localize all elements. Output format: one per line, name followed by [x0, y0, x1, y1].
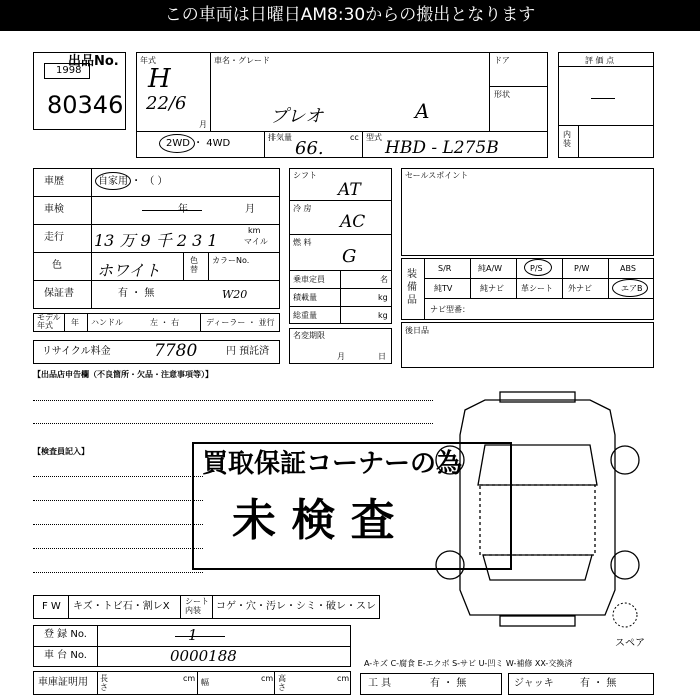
- model-value: HBD - L275B: [385, 138, 499, 158]
- displacement-value: 66.: [295, 138, 324, 159]
- equipment-airbag: エアB: [621, 284, 643, 293]
- model-year-label: モデル年式: [37, 313, 61, 330]
- garage-cert-label: 車庫証明用: [38, 677, 88, 688]
- inspection-month: 月: [245, 204, 255, 215]
- equipment-tv: 純TV: [434, 284, 453, 293]
- model-year-unit: 年: [71, 318, 79, 327]
- recycle-unit: 円 預託済: [226, 346, 270, 357]
- mileage-label: 走行: [44, 232, 64, 243]
- reg-label: 登 録 No.: [44, 629, 87, 640]
- cooling-label: 冷 房: [293, 204, 312, 213]
- month-unit: 月: [199, 120, 207, 129]
- color-value: ホワイト: [97, 261, 161, 280]
- drive-type: 2WD ・ 4WD: [166, 138, 231, 149]
- stamp-line2: 未 検 査: [232, 495, 395, 546]
- name-change-day: 日: [378, 352, 386, 361]
- capacity-unit: 名: [380, 275, 388, 284]
- cooling-value: AC: [340, 212, 366, 232]
- inspection-year: 年: [178, 204, 188, 215]
- load-label: 積載量: [293, 293, 317, 302]
- sales-point-box: [401, 168, 654, 256]
- inspection-dash: [142, 210, 202, 211]
- damage-codes: A-キズ C-腐食 E-エクボ S-サビ U-凹ミ W-補修 XX-交換済: [364, 659, 573, 668]
- door-label: ドア: [494, 56, 510, 65]
- jack-label: ジャッキ: [514, 678, 554, 689]
- warranty-options: 有 ・ 無: [118, 288, 155, 299]
- height-unit: cm: [337, 674, 350, 683]
- equipment-label: 装備品: [407, 269, 417, 306]
- capacity-label: 乗車定員: [293, 275, 325, 284]
- equipment-airbag-circle: [612, 279, 648, 297]
- tools-label: 工 具: [368, 678, 392, 689]
- equipment-sr: S/R: [438, 264, 452, 273]
- year-value: H: [148, 64, 171, 94]
- equipment-pw: P/W: [574, 264, 590, 273]
- width-unit: cm: [261, 674, 274, 683]
- dealer-report-label: 【出品店申告欄（不良箇所・欠品・注意事項等）】: [33, 370, 213, 379]
- chassis-value: 0000188: [170, 647, 237, 665]
- warranty-label: 保証書: [44, 288, 74, 299]
- navi-model-label: ナビ型番：: [430, 305, 470, 314]
- load-unit: kg: [378, 293, 388, 302]
- name-change-label: 名変期限: [293, 331, 325, 340]
- history-value: 自家用 ・ （ ）: [98, 176, 168, 187]
- length-label: 長さ: [100, 674, 108, 692]
- jack-options: 有 ・ 無: [580, 678, 617, 689]
- evaluation-score-dash: [591, 98, 615, 99]
- fuel-value: G: [342, 246, 357, 267]
- height-label: 高さ: [278, 674, 286, 692]
- equipment-aw: 純A/W: [478, 264, 503, 273]
- equipment-ps-circle: [524, 259, 552, 276]
- mileage-unit-mile: マイル: [244, 237, 268, 246]
- tools-options: 有 ・ 無: [430, 678, 467, 689]
- equipment-ps: P/S: [530, 264, 543, 273]
- width-label: 幅: [201, 678, 209, 687]
- history-label: 車歴: [44, 176, 64, 187]
- equipment-navi: 純ナビ: [480, 284, 504, 293]
- color-no-label: カラーNo.: [212, 256, 250, 265]
- evaluation-title: 評 価 点: [585, 56, 615, 65]
- mileage-value: 13 万 9 千 2 3 1: [94, 231, 218, 250]
- reg-value-dash: [175, 636, 225, 637]
- car-name-label: 車名・グレード: [214, 56, 270, 65]
- stamp-line1: 買取保証コーナーの為: [202, 449, 463, 479]
- equipment-abs: ABS: [620, 264, 636, 273]
- handle-label: ハンドル: [91, 318, 123, 327]
- seat-label: シート内装: [185, 597, 209, 615]
- post-install-box: [401, 322, 654, 368]
- length-unit: cm: [183, 674, 196, 683]
- equipment-ext-navi: 外ナビ: [568, 284, 592, 293]
- month-value: 22/6: [146, 93, 187, 114]
- mileage-unit-km: km: [248, 226, 261, 235]
- dealer-options: ディーラー ・ 並行: [206, 318, 275, 327]
- name-change-month: 月: [337, 352, 345, 361]
- warranty-note: W20: [222, 288, 248, 301]
- recycle-label: リサイクル料金: [42, 346, 111, 357]
- inspection-label: 車検: [44, 204, 64, 215]
- drive-2wd-circle: [159, 134, 195, 153]
- weight-label: 総重量: [293, 311, 317, 320]
- model-label: 型式: [366, 133, 382, 142]
- sales-point-label: セールスポイント: [405, 171, 469, 180]
- shift-label: シフト: [293, 171, 317, 180]
- displacement-label: 排気量: [268, 133, 292, 142]
- pickup-notice-banner: この車両は日曜日AM8:30からの搬出となります: [0, 0, 700, 31]
- lot-label: 出品No.: [68, 54, 119, 69]
- chassis-label: 車 台 No.: [44, 650, 87, 661]
- inspector-label: 【検査員記入】: [33, 447, 89, 456]
- fw-items: キズ・トビ石・割レX: [73, 601, 170, 612]
- reg-value: 1: [188, 626, 198, 644]
- grade-value: A: [415, 99, 430, 123]
- fuel-label: 燃 料: [293, 238, 312, 247]
- interior-label: 内装: [563, 130, 571, 148]
- post-install-label: 後日品: [405, 326, 429, 335]
- fw-label: F W: [42, 601, 61, 612]
- equipment-leather: 革シート: [521, 284, 553, 293]
- shape-label: 形状: [494, 90, 510, 99]
- shift-value: AT: [338, 180, 361, 200]
- lot-year-tag-text: 1998: [56, 65, 82, 76]
- car-name-value: プレオ: [270, 106, 324, 127]
- year-label: 年式: [140, 56, 156, 65]
- handle-options: 左 ・ 右: [150, 318, 180, 327]
- private-use-circle: [95, 172, 131, 190]
- color-change-label: 色替: [190, 256, 198, 274]
- cc-unit: cc: [350, 133, 359, 142]
- weight-unit: kg: [378, 311, 388, 320]
- spare-label: スペア: [615, 638, 645, 649]
- lot-number: 80346: [47, 91, 124, 119]
- seat-items: コゲ・穴・汚レ・シミ・破レ・スレ: [216, 601, 376, 612]
- color-label: 色: [52, 260, 62, 271]
- recycle-value: 7780: [154, 341, 198, 361]
